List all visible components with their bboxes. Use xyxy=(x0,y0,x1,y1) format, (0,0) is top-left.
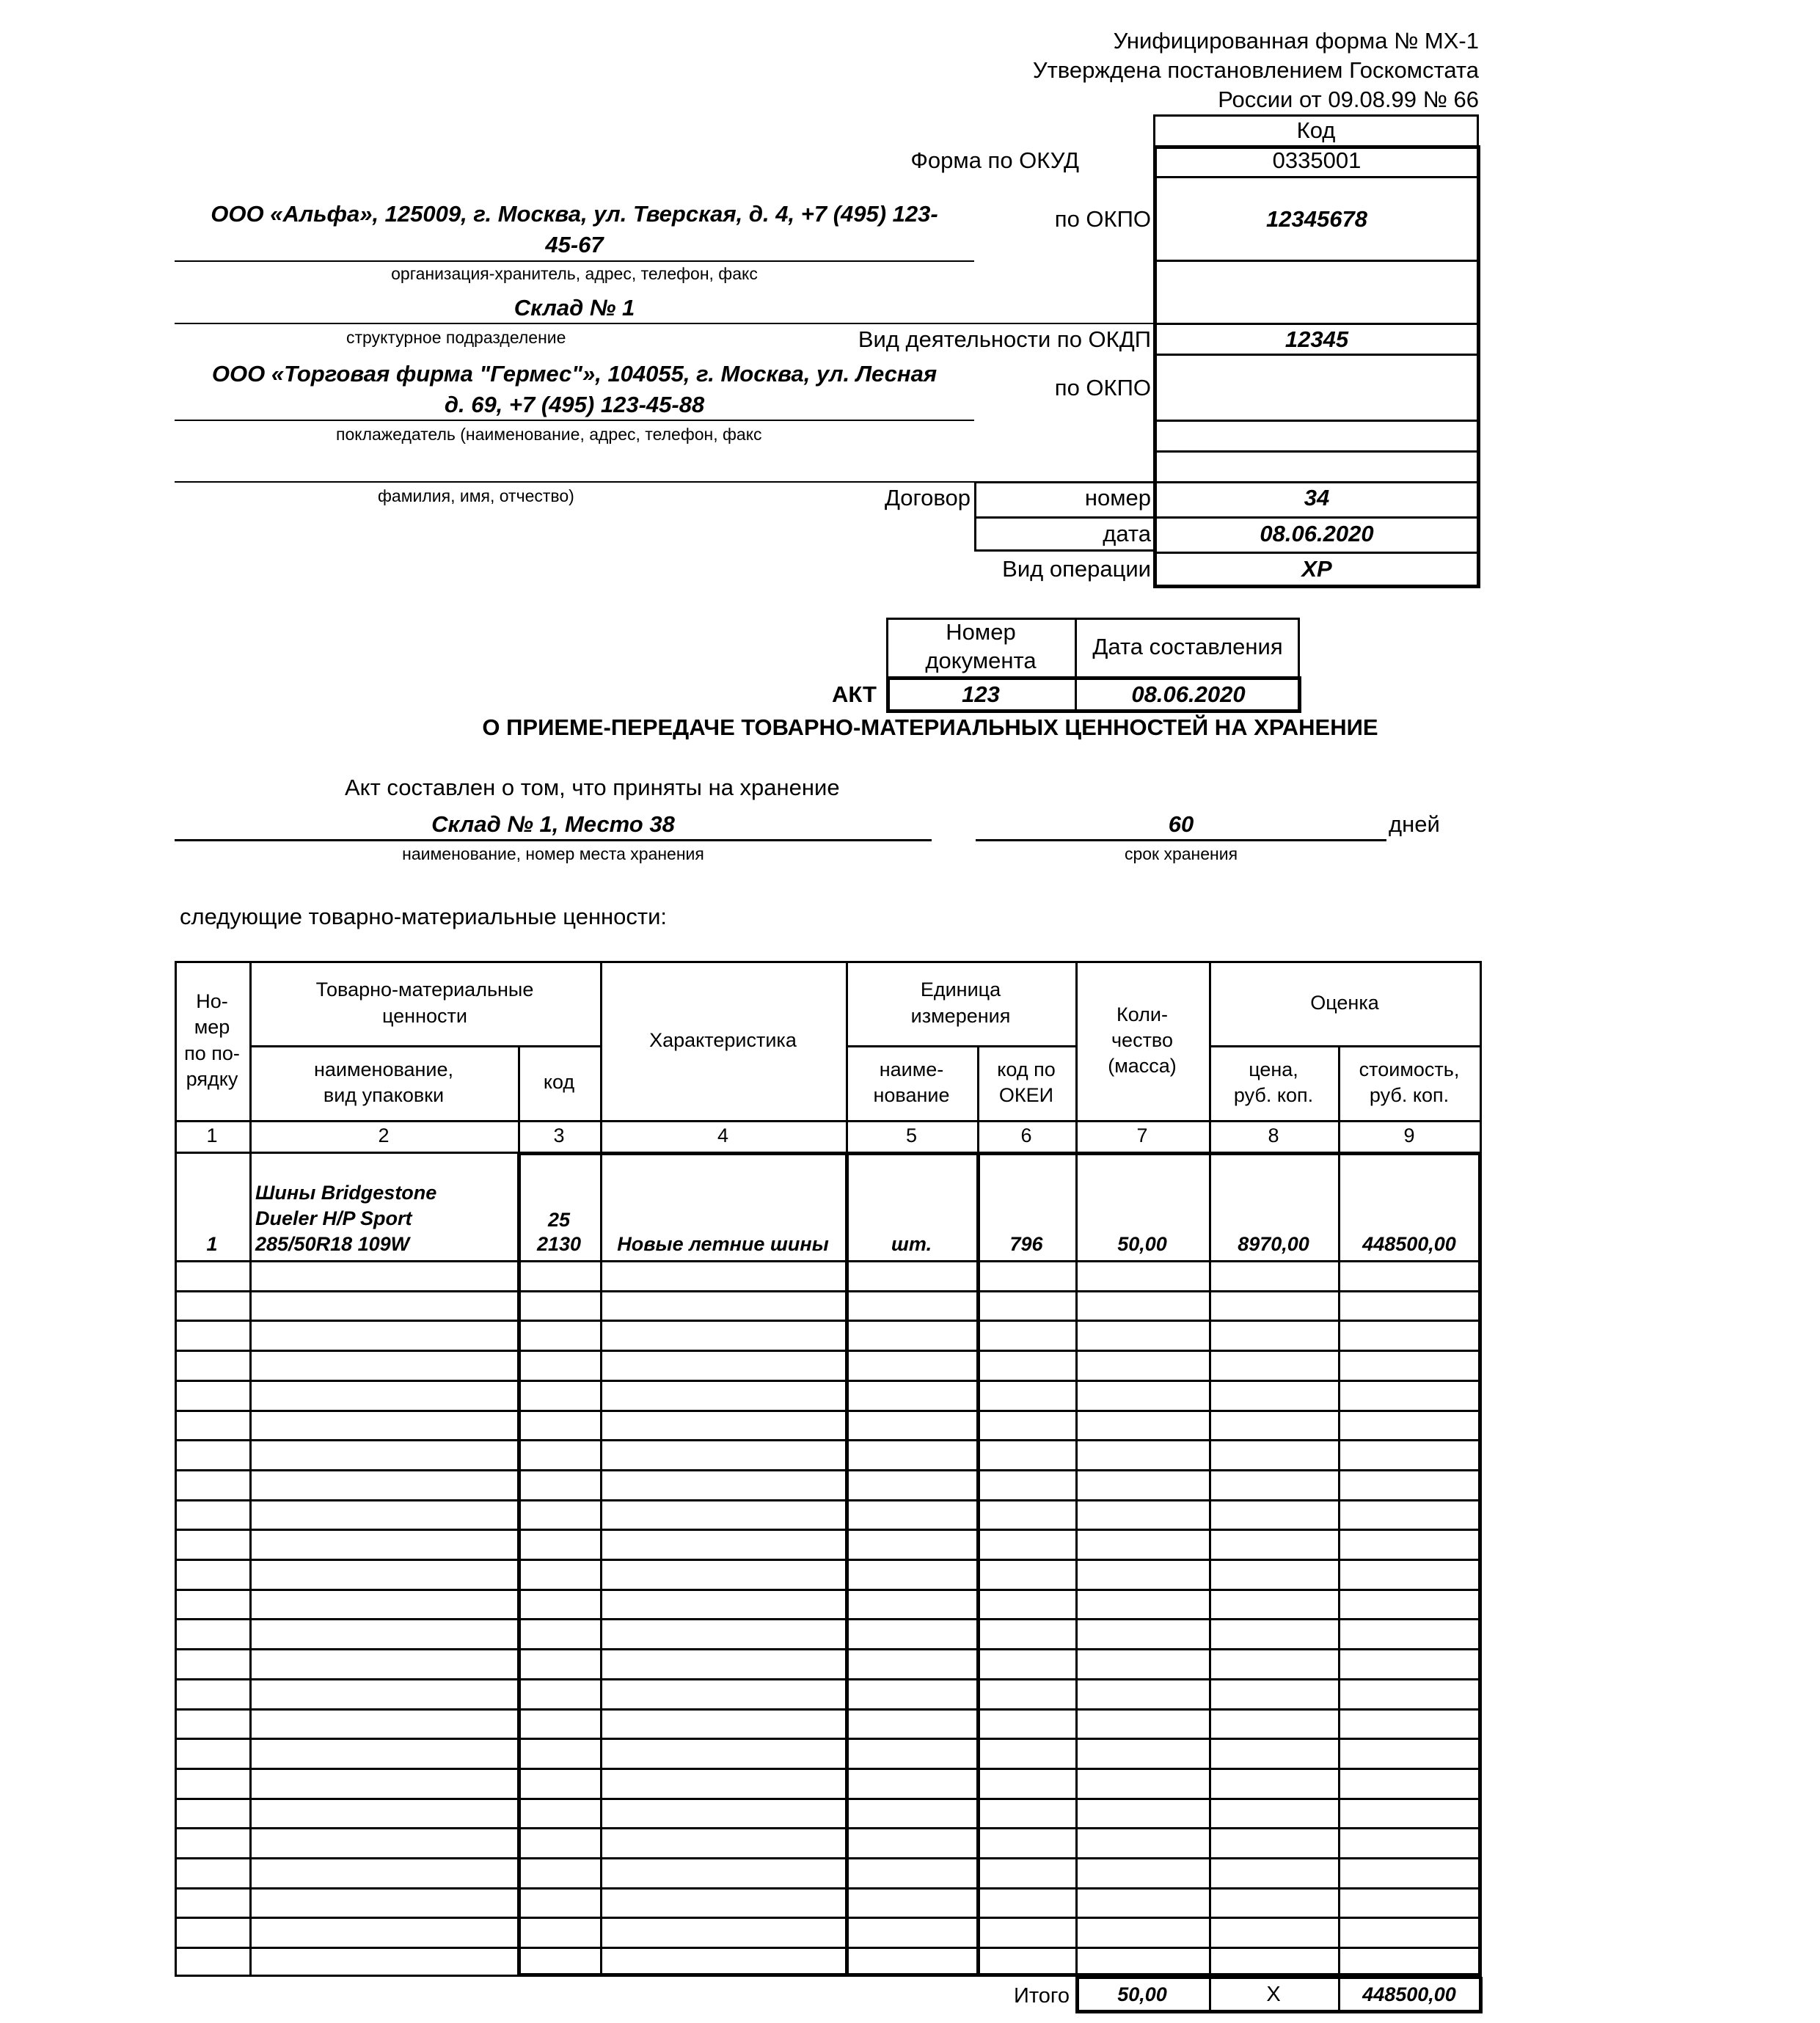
storer-line1: ООО «Альфа», 125009, г. Москва, ул. Тверская, д. 4, +7 (495) 123- xyxy=(211,201,938,227)
contract-number-value: 34 xyxy=(1304,485,1330,511)
okud-label: Форма по ОКУД xyxy=(910,147,1079,173)
doc-date-header: Дата составления xyxy=(1092,633,1283,659)
storage-term-value: 60 xyxy=(1168,811,1194,837)
row1-quantity: 50,00 xyxy=(1117,1233,1167,1256)
header-evaluation: Оценка xyxy=(1310,991,1379,1014)
storer-line2: 45-67 xyxy=(545,232,604,257)
column-number: 2 xyxy=(378,1124,390,1146)
total-price: Х xyxy=(1266,1983,1281,2007)
okud-value: 0335001 xyxy=(1272,147,1362,173)
row1-unit: шт. xyxy=(891,1233,932,1256)
header-characteristic: Характеристика xyxy=(649,1028,797,1051)
header-unit-code: код по ОКЕИ xyxy=(997,1058,1056,1106)
row1-characteristic: Новые летние шины xyxy=(617,1233,829,1256)
column-number: 7 xyxy=(1136,1124,1148,1146)
contract-date-label: дата xyxy=(1103,521,1151,546)
form-title-line3: России от 09.08.99 № 66 xyxy=(1218,87,1479,112)
fio-caption: фамилия, имя, отчество) xyxy=(378,486,574,505)
column-number: 6 xyxy=(1020,1124,1032,1146)
form-title-line1: Унифицированная форма № МХ-1 xyxy=(1113,28,1479,54)
okpo-value: 12345678 xyxy=(1266,206,1367,232)
column-number: 3 xyxy=(553,1124,565,1146)
row1-number: 1 xyxy=(206,1233,218,1256)
header-row-number: Но- мер по по- рядку xyxy=(184,990,240,1090)
header-goods-code: код xyxy=(543,1071,575,1094)
total-cost: 448500,00 xyxy=(1362,1983,1456,2006)
header-goods-name: наименование, вид упаковки xyxy=(313,1058,454,1106)
depositor-line1: ООО «Торговая фирма "Гермес"», 104055, г. Москва, ул. Лесная xyxy=(211,361,938,387)
data-area-frame xyxy=(517,1152,1482,1977)
row1-name: Шины Bridgestone Dueler H/P Sport 285/50R18 109W xyxy=(255,1181,437,1255)
total-label: Итого xyxy=(1014,1984,1070,2008)
doc-title: О ПРИЕМЕ-ПЕРЕДАЧЕ ТОВАРНО-МАТЕРИАЛЬНЫХ ЦЕННОСТЕЙ НА ХРАНЕНИЕ xyxy=(482,714,1378,740)
storage-place-caption: наименование, номер места хранения xyxy=(402,844,704,863)
akt-label: АКТ xyxy=(831,681,877,707)
row1-price: 8970,00 xyxy=(1238,1233,1309,1256)
header-unit-name: наиме- нование xyxy=(873,1058,950,1106)
header-unit: Единица измерения xyxy=(910,978,1011,1027)
division-caption: структурное подразделение xyxy=(346,328,566,347)
depositor-line2: д. 69, +7 (495) 123-45-88 xyxy=(444,392,705,417)
row1-code: 25 2130 xyxy=(536,1208,582,1256)
storage-term-unit: дней xyxy=(1389,811,1440,837)
division-value: Склад № 1 xyxy=(514,295,635,321)
column-number: 4 xyxy=(717,1124,729,1146)
code-header: Код xyxy=(1296,117,1336,143)
column-number: 1 xyxy=(206,1124,218,1146)
storage-place-value: Склад № 1, Место 38 xyxy=(431,811,675,837)
header-price: цена, руб. коп. xyxy=(1233,1058,1314,1106)
okdp-label: Вид деятельности по ОКДП xyxy=(858,326,1151,352)
column-number: 9 xyxy=(1403,1124,1415,1146)
operation-type-label: Вид операции xyxy=(1002,556,1151,582)
following-text: следующие товарно-материальные ценности: xyxy=(180,904,668,929)
okdp-value: 12345 xyxy=(1284,326,1349,352)
column-number: 5 xyxy=(905,1124,918,1146)
contract-date-value: 08.06.2020 xyxy=(1260,521,1374,546)
operation-type-value: ХР xyxy=(1301,556,1332,582)
row1-cost: 448500,00 xyxy=(1362,1233,1456,1256)
storage-intro: Акт составлен о том, что приняты на хранение xyxy=(345,775,840,800)
contract-label: Договор xyxy=(884,485,971,511)
header-quantity: Коли- чество (масса) xyxy=(1108,1003,1177,1078)
okpo2-label: по ОКПО xyxy=(1054,375,1151,400)
contract-number-label: номер xyxy=(1084,485,1151,511)
depositor-caption: поклажедатель (наименование, адрес, телефон, факс xyxy=(336,425,762,444)
doc-number-header: Номер документа xyxy=(925,619,1037,673)
storer-caption: организация-хранитель, адрес, телефон, факс xyxy=(391,264,758,283)
column-number: 8 xyxy=(1268,1124,1279,1146)
form-title-line2: Утверждена постановлением Госкомстата xyxy=(1032,57,1479,83)
doc-date-value: 08.06.2020 xyxy=(1131,681,1246,707)
header-cost: стоимость, руб. коп. xyxy=(1359,1058,1460,1106)
header-goods: Товарно-материальные ценности xyxy=(315,978,534,1027)
storage-term-caption: срок хранения xyxy=(1124,844,1238,863)
total-quantity: 50,00 xyxy=(1117,1983,1167,2006)
okpo-label: по ОКПО xyxy=(1054,206,1151,232)
doc-number-value: 123 xyxy=(962,681,1000,707)
row1-okei: 796 xyxy=(1009,1233,1043,1256)
